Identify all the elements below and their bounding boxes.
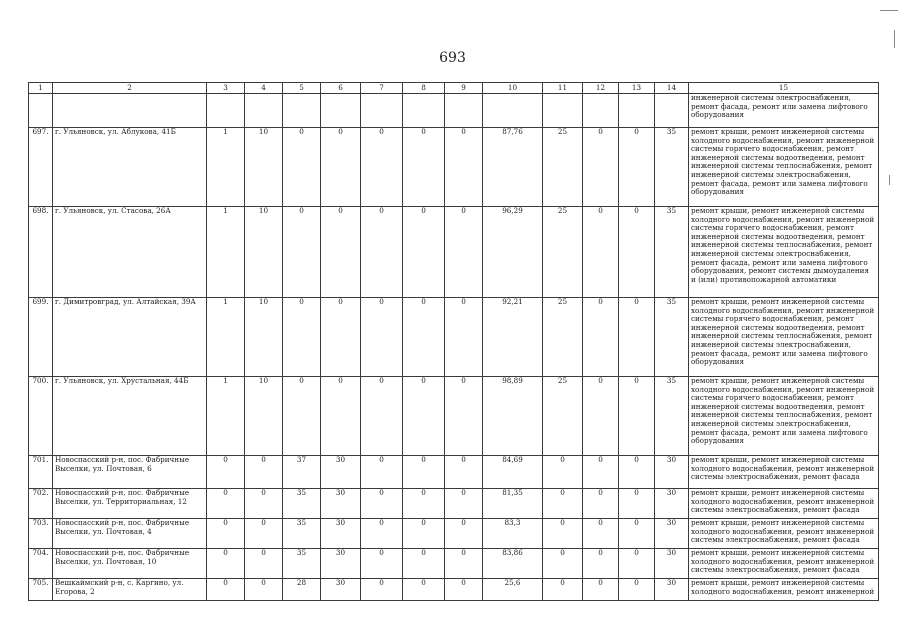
column-header: 11 bbox=[543, 83, 583, 94]
value-cell bbox=[619, 94, 655, 128]
value-cell: 0 bbox=[403, 579, 445, 601]
value-cell: 0 bbox=[207, 519, 245, 549]
value-cell: 30 bbox=[321, 456, 361, 489]
value-cell: 0 bbox=[445, 579, 483, 601]
value-cell bbox=[655, 94, 689, 128]
table-row bbox=[29, 207, 879, 298]
value-cell: 28 bbox=[283, 579, 321, 601]
value-cell: 1 bbox=[207, 298, 245, 377]
value-cell: 0 bbox=[445, 489, 483, 519]
value-cell: 0 bbox=[445, 128, 483, 207]
value-cell: 0 bbox=[583, 377, 619, 456]
column-header: 12 bbox=[583, 83, 619, 94]
value-cell: 1 bbox=[207, 128, 245, 207]
value-cell: 25 bbox=[543, 207, 583, 298]
value-cell: 0 bbox=[321, 298, 361, 377]
value-cell: 0 bbox=[361, 489, 403, 519]
value-cell: 96,29 bbox=[483, 207, 543, 298]
value-cell: 0 bbox=[619, 579, 655, 601]
value-cell: 10 bbox=[245, 377, 283, 456]
value-cell: 10 bbox=[245, 207, 283, 298]
value-cell: 0 bbox=[619, 377, 655, 456]
repair-works-cell: ремонт крыши, ремонт инженерной системы холодного водоснабжения, ремонт инженерной bbox=[689, 579, 879, 601]
value-cell: 81,35 bbox=[483, 489, 543, 519]
value-cell: 0 bbox=[245, 549, 283, 579]
value-cell: 0 bbox=[619, 456, 655, 489]
value-cell: 0 bbox=[619, 207, 655, 298]
value-cell: 0 bbox=[207, 549, 245, 579]
row-number-cell: 699. bbox=[29, 298, 53, 377]
row-number-cell: 702. bbox=[29, 489, 53, 519]
column-header: 1 bbox=[29, 83, 53, 94]
value-cell: 1 bbox=[207, 207, 245, 298]
column-header: 8 bbox=[403, 83, 445, 94]
value-cell: 0 bbox=[445, 456, 483, 489]
value-cell: 0 bbox=[583, 456, 619, 489]
value-cell: 30 bbox=[655, 519, 689, 549]
value-cell: 0 bbox=[543, 519, 583, 549]
table-row bbox=[29, 519, 879, 549]
value-cell bbox=[321, 94, 361, 128]
value-cell bbox=[403, 94, 445, 128]
value-cell: 0 bbox=[403, 519, 445, 549]
address-cell: г. Димитровград, ул. Алтайская, 39А bbox=[53, 298, 207, 377]
value-cell: 10 bbox=[245, 128, 283, 207]
address-cell: г. Ульяновск, ул. Хрустальная, 44Б bbox=[53, 377, 207, 456]
address-cell: г. Ульяновск, ул. Стасова, 26А bbox=[53, 207, 207, 298]
value-cell: 0 bbox=[583, 298, 619, 377]
repair-works-cell: ремонт крыши, ремонт инженерной системы холодного водоснабжения, ремонт инженерной системы горячего водоснабжения, ремонт инженерной системы водоотведения, ремонт инженерной системы теплоснабжения, ремонт инженерной системы электроснабжения, ремонт фасада, ремонт или замена лифтового оборудования bbox=[689, 128, 879, 207]
value-cell: 35 bbox=[655, 128, 689, 207]
value-cell: 35 bbox=[655, 298, 689, 377]
value-cell: 30 bbox=[655, 549, 689, 579]
value-cell: 0 bbox=[403, 549, 445, 579]
value-cell bbox=[207, 94, 245, 128]
table-row bbox=[29, 128, 879, 207]
value-cell: 0 bbox=[245, 519, 283, 549]
value-cell: 0 bbox=[619, 128, 655, 207]
value-cell: 25 bbox=[543, 377, 583, 456]
table-row bbox=[29, 298, 879, 377]
column-header: 2 bbox=[53, 83, 207, 94]
column-header: 6 bbox=[321, 83, 361, 94]
value-cell: 0 bbox=[543, 456, 583, 489]
value-cell: 0 bbox=[583, 207, 619, 298]
value-cell: 35 bbox=[283, 549, 321, 579]
value-cell: 0 bbox=[207, 489, 245, 519]
table-row bbox=[29, 456, 879, 489]
table-row bbox=[29, 94, 879, 128]
value-cell: 0 bbox=[361, 456, 403, 489]
row-number-cell: 703. bbox=[29, 519, 53, 549]
value-cell: 10 bbox=[245, 298, 283, 377]
value-cell: 0 bbox=[361, 377, 403, 456]
value-cell: 83,86 bbox=[483, 549, 543, 579]
value-cell: 30 bbox=[321, 489, 361, 519]
table-row bbox=[29, 377, 879, 456]
value-cell: 0 bbox=[445, 549, 483, 579]
value-cell: 0 bbox=[445, 298, 483, 377]
column-header: 13 bbox=[619, 83, 655, 94]
scan-edge-mark bbox=[880, 10, 898, 11]
value-cell: 0 bbox=[245, 489, 283, 519]
value-cell: 30 bbox=[655, 456, 689, 489]
repair-works-cell: ремонт крыши, ремонт инженерной системы холодного водоснабжения, ремонт инженерной системы горячего водоснабжения, ремонт инженерной системы водоотведения, ремонт инженерной системы теплоснабжения, ремонт инженерной системы электроснабжения, ремонт фасада, ремонт или замена лифтового оборудования, ремонт системы дымоудаления и (или) противопожарной автоматики bbox=[689, 207, 879, 298]
value-cell bbox=[361, 94, 403, 128]
column-header: 4 bbox=[245, 83, 283, 94]
value-cell: 0 bbox=[283, 207, 321, 298]
value-cell bbox=[543, 94, 583, 128]
address-cell: Новоспасский р-н, пос. Фабричные Выселки, ул. Почтовая, 10 bbox=[53, 549, 207, 579]
row-number-cell: 704. bbox=[29, 549, 53, 579]
repair-works-cell: ремонт крыши, ремонт инженерной системы холодного водоснабжения, ремонт инженерной системы электроснабжения, ремонт фасада bbox=[689, 519, 879, 549]
value-cell: 25 bbox=[543, 298, 583, 377]
value-cell: 0 bbox=[543, 489, 583, 519]
row-number-cell: 700. bbox=[29, 377, 53, 456]
table-header-row bbox=[29, 83, 879, 94]
column-header: 10 bbox=[483, 83, 543, 94]
scan-edge-mark bbox=[889, 175, 890, 185]
value-cell: 0 bbox=[403, 207, 445, 298]
repair-works-cell: ремонт крыши, ремонт инженерной системы холодного водоснабжения, ремонт инженерной системы горячего водоснабжения, ремонт инженерной системы водоотведения, ремонт инженерной системы теплоснабжения, ремонт инженерной системы электроснабжения, ремонт фасада, ремонт или замена лифтового оборудования bbox=[689, 377, 879, 456]
row-number-cell bbox=[29, 94, 53, 128]
value-cell bbox=[583, 94, 619, 128]
value-cell: 25,6 bbox=[483, 579, 543, 601]
value-cell: 0 bbox=[361, 207, 403, 298]
repair-works-cell: ремонт крыши, ремонт инженерной системы холодного водоснабжения, ремонт инженерной системы горячего водоснабжения, ремонт инженерной системы водоотведения, ремонт инженерной системы теплоснабжения, ремонт инженерной системы электроснабжения, ремонт фасада, ремонт или замена лифтового оборудования bbox=[689, 298, 879, 377]
value-cell: 0 bbox=[361, 519, 403, 549]
address-cell: Новоспасский р-н, пос. Фабричные Выселки, ул. Почтовая, 4 bbox=[53, 519, 207, 549]
scan-edge-mark bbox=[894, 30, 895, 48]
value-cell: 92,21 bbox=[483, 298, 543, 377]
value-cell: 30 bbox=[655, 489, 689, 519]
column-header: 3 bbox=[207, 83, 245, 94]
repair-program-table bbox=[28, 82, 879, 601]
repair-works-cell: ремонт крыши, ремонт инженерной системы холодного водоснабжения, ремонт инженерной системы электроснабжения, ремонт фасада bbox=[689, 549, 879, 579]
value-cell: 87,76 bbox=[483, 128, 543, 207]
repair-works-cell: ремонт крыши, ремонт инженерной системы холодного водоснабжения, ремонт инженерной системы электроснабжения, ремонт фасада bbox=[689, 489, 879, 519]
value-cell: 30 bbox=[321, 519, 361, 549]
row-number-cell: 697. bbox=[29, 128, 53, 207]
value-cell: 0 bbox=[403, 128, 445, 207]
repair-works-cell: инженерной системы электроснабжения, ремонт фасада, ремонт или замена лифтового оборудования bbox=[689, 94, 879, 128]
row-number-cell: 701. bbox=[29, 456, 53, 489]
value-cell: 1 bbox=[207, 377, 245, 456]
value-cell: 84,69 bbox=[483, 456, 543, 489]
table-row bbox=[29, 549, 879, 579]
value-cell: 0 bbox=[321, 207, 361, 298]
value-cell: 0 bbox=[283, 377, 321, 456]
value-cell: 0 bbox=[245, 456, 283, 489]
value-cell: 0 bbox=[445, 519, 483, 549]
value-cell: 35 bbox=[283, 489, 321, 519]
value-cell: 0 bbox=[619, 549, 655, 579]
value-cell: 30 bbox=[321, 579, 361, 601]
value-cell: 0 bbox=[403, 298, 445, 377]
page-number: 693 bbox=[439, 50, 466, 66]
column-header: 9 bbox=[445, 83, 483, 94]
value-cell: 30 bbox=[321, 549, 361, 579]
column-header: 5 bbox=[283, 83, 321, 94]
value-cell bbox=[483, 94, 543, 128]
value-cell: 25 bbox=[543, 128, 583, 207]
address-cell: г. Ульяновск, ул. Аблукова, 41Б bbox=[53, 128, 207, 207]
value-cell: 35 bbox=[655, 377, 689, 456]
value-cell: 0 bbox=[619, 298, 655, 377]
value-cell: 0 bbox=[543, 549, 583, 579]
value-cell: 0 bbox=[283, 128, 321, 207]
value-cell: 0 bbox=[321, 377, 361, 456]
value-cell: 0 bbox=[445, 377, 483, 456]
value-cell: 0 bbox=[583, 579, 619, 601]
value-cell: 0 bbox=[583, 128, 619, 207]
value-cell: 35 bbox=[283, 519, 321, 549]
row-number-cell: 705. bbox=[29, 579, 53, 601]
address-cell: Вешкаймский р-н, с. Каргино, ул. Егорова, 2 bbox=[53, 579, 207, 601]
value-cell: 37 bbox=[283, 456, 321, 489]
address-cell: Новоспасский р-н, пос. Фабричные Выселки, ул. Почтовая, 6 bbox=[53, 456, 207, 489]
value-cell: 0 bbox=[619, 489, 655, 519]
value-cell: 0 bbox=[361, 298, 403, 377]
value-cell: 35 bbox=[655, 207, 689, 298]
value-cell: 0 bbox=[543, 579, 583, 601]
repair-works-cell: ремонт крыши, ремонт инженерной системы холодного водоснабжения, ремонт инженерной системы электроснабжения, ремонт фасада bbox=[689, 456, 879, 489]
value-cell: 0 bbox=[403, 489, 445, 519]
value-cell: 83,3 bbox=[483, 519, 543, 549]
value-cell bbox=[283, 94, 321, 128]
value-cell: 0 bbox=[245, 579, 283, 601]
address-cell: Новоспасский р-н, пос. Фабричные Выселки, ул. Территориальная, 12 bbox=[53, 489, 207, 519]
value-cell bbox=[445, 94, 483, 128]
value-cell: 0 bbox=[361, 579, 403, 601]
value-cell bbox=[245, 94, 283, 128]
value-cell: 0 bbox=[283, 298, 321, 377]
value-cell: 0 bbox=[583, 519, 619, 549]
value-cell: 30 bbox=[655, 579, 689, 601]
value-cell: 0 bbox=[619, 519, 655, 549]
column-header: 14 bbox=[655, 83, 689, 94]
row-number-cell: 698. bbox=[29, 207, 53, 298]
value-cell: 0 bbox=[403, 456, 445, 489]
value-cell: 0 bbox=[321, 128, 361, 207]
table-row bbox=[29, 579, 879, 601]
value-cell: 0 bbox=[445, 207, 483, 298]
value-cell: 0 bbox=[361, 549, 403, 579]
value-cell: 98,89 bbox=[483, 377, 543, 456]
table-row bbox=[29, 489, 879, 519]
value-cell: 0 bbox=[403, 377, 445, 456]
value-cell: 0 bbox=[583, 489, 619, 519]
column-header: 7 bbox=[361, 83, 403, 94]
value-cell: 0 bbox=[207, 579, 245, 601]
value-cell: 0 bbox=[361, 128, 403, 207]
value-cell: 0 bbox=[583, 549, 619, 579]
column-header: 15 bbox=[689, 83, 879, 94]
value-cell: 0 bbox=[207, 456, 245, 489]
address-cell bbox=[53, 94, 207, 128]
